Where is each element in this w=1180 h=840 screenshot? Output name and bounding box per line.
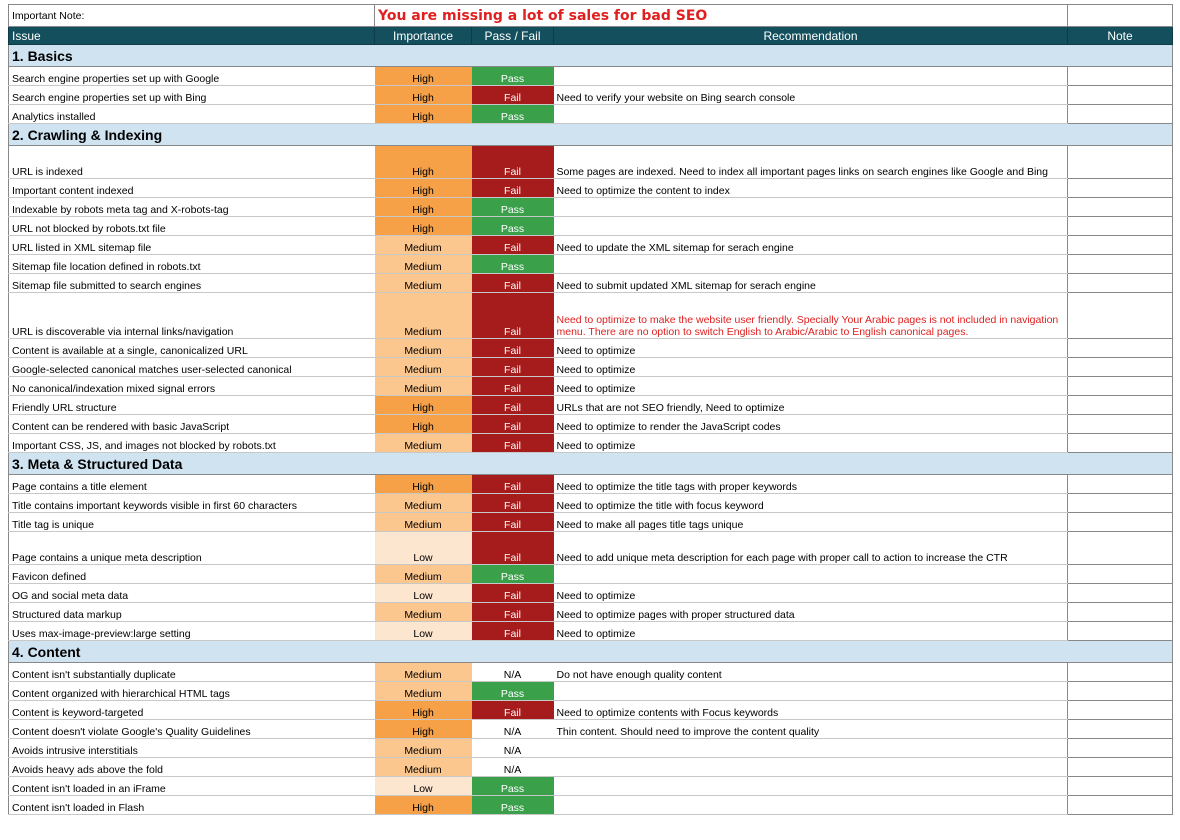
table-row bbox=[9, 701, 1173, 720]
important-note-extra-cell[interactable] bbox=[1068, 5, 1173, 27]
note-cell[interactable] bbox=[1068, 396, 1173, 415]
table-row bbox=[9, 513, 1173, 532]
importance-cell[interactable]: High bbox=[375, 720, 472, 739]
issue-cell[interactable]: Indexable by robots meta tag and X-robots-tag bbox=[9, 198, 375, 217]
importance-cell[interactable]: High bbox=[375, 67, 472, 86]
recommendation-cell[interactable]: Need to optimize bbox=[554, 377, 1068, 396]
pass-fail-cell[interactable]: Pass bbox=[472, 777, 554, 796]
importance-cell[interactable]: Medium bbox=[375, 236, 472, 255]
note-cell[interactable] bbox=[1068, 198, 1173, 217]
note-cell[interactable] bbox=[1068, 86, 1173, 105]
note-cell[interactable] bbox=[1068, 67, 1173, 86]
table-row bbox=[9, 663, 1173, 682]
importance-cell[interactable]: High bbox=[375, 701, 472, 720]
recommendation-cell[interactable] bbox=[554, 739, 1068, 758]
important-note-row bbox=[9, 5, 1173, 27]
note-cell[interactable] bbox=[1068, 513, 1173, 532]
pass-fail-cell[interactable]: Fail bbox=[472, 622, 554, 641]
issue-cell[interactable]: Content organized with hierarchical HTML tags bbox=[9, 682, 375, 701]
importance-cell[interactable]: Medium bbox=[375, 603, 472, 622]
pass-fail-cell[interactable]: Fail bbox=[472, 236, 554, 255]
pass-fail-cell[interactable]: Fail bbox=[472, 179, 554, 198]
recommendation-cell[interactable] bbox=[554, 67, 1068, 86]
importance-cell[interactable]: Medium bbox=[375, 565, 472, 584]
recommendation-cell[interactable]: Need to verify your website on Bing search console bbox=[554, 86, 1068, 105]
issue-cell[interactable]: Search engine properties set up with Bing bbox=[9, 86, 375, 105]
note-cell[interactable] bbox=[1068, 739, 1173, 758]
table-row bbox=[9, 198, 1173, 217]
note-cell[interactable] bbox=[1068, 358, 1173, 377]
issue-cell[interactable]: URL is discoverable via internal links/navigation bbox=[9, 293, 375, 339]
issue-cell[interactable]: Content doesn't violate Google's Quality Guidelines bbox=[9, 720, 375, 739]
table-row bbox=[9, 255, 1173, 274]
note-cell[interactable] bbox=[1068, 603, 1173, 622]
seo-audit-table bbox=[8, 4, 1173, 815]
table-row bbox=[9, 739, 1173, 758]
note-cell[interactable] bbox=[1068, 758, 1173, 777]
important-note-text[interactable]: You are missing a lot of sales for bad SEO bbox=[375, 5, 1068, 27]
header-issue[interactable]: Issue bbox=[9, 27, 375, 45]
pass-fail-cell[interactable]: Pass bbox=[472, 105, 554, 124]
section-header-row bbox=[9, 641, 1173, 663]
header-pass-fail[interactable]: Pass / Fail bbox=[472, 27, 554, 45]
pass-fail-cell[interactable]: Fail bbox=[472, 584, 554, 603]
pass-fail-cell[interactable]: Fail bbox=[472, 532, 554, 565]
table-row bbox=[9, 434, 1173, 453]
table-row bbox=[9, 146, 1173, 179]
note-cell[interactable] bbox=[1068, 622, 1173, 641]
pass-fail-cell[interactable]: Pass bbox=[472, 255, 554, 274]
table-row bbox=[9, 622, 1173, 641]
table-row bbox=[9, 682, 1173, 701]
importance-cell[interactable]: High bbox=[375, 198, 472, 217]
importance-cell[interactable]: Low bbox=[375, 532, 472, 565]
issue-cell[interactable]: Sitemap file submitted to search engines bbox=[9, 274, 375, 293]
importance-cell[interactable]: High bbox=[375, 146, 472, 179]
issue-cell[interactable]: Content can be rendered with basic JavaScript bbox=[9, 415, 375, 434]
recommendation-cell[interactable]: Need to optimize contents with Focus keywords bbox=[554, 701, 1068, 720]
note-cell[interactable] bbox=[1068, 293, 1173, 339]
note-cell[interactable] bbox=[1068, 777, 1173, 796]
pass-fail-cell[interactable]: Fail bbox=[472, 86, 554, 105]
table-row bbox=[9, 358, 1173, 377]
importance-cell[interactable]: Medium bbox=[375, 758, 472, 777]
table-row bbox=[9, 532, 1173, 565]
importance-cell[interactable]: Medium bbox=[375, 274, 472, 293]
importance-cell[interactable]: High bbox=[375, 796, 472, 815]
pass-fail-cell[interactable]: N/A bbox=[472, 663, 554, 682]
recommendation-cell[interactable] bbox=[554, 682, 1068, 701]
issue-cell[interactable]: Analytics installed bbox=[9, 105, 375, 124]
important-note-label[interactable]: Important Note: bbox=[9, 5, 375, 27]
issue-cell[interactable]: Content isn't substantially duplicate bbox=[9, 663, 375, 682]
issue-cell[interactable]: Search engine properties set up with Google bbox=[9, 67, 375, 86]
header-recommendation[interactable]: Recommendation bbox=[554, 27, 1068, 45]
importance-cell[interactable]: Medium bbox=[375, 682, 472, 701]
section-title[interactable]: 1. Basics bbox=[9, 45, 1173, 67]
pass-fail-cell[interactable]: Fail bbox=[472, 434, 554, 453]
section-title[interactable]: 2. Crawling & Indexing bbox=[9, 124, 1173, 146]
recommendation-cell[interactable]: Need to optimize bbox=[554, 622, 1068, 641]
pass-fail-cell[interactable]: Pass bbox=[472, 198, 554, 217]
issue-cell[interactable]: URL listed in XML sitemap file bbox=[9, 236, 375, 255]
importance-cell[interactable]: Medium bbox=[375, 377, 472, 396]
issue-cell[interactable]: Structured data markup bbox=[9, 603, 375, 622]
importance-cell[interactable]: Medium bbox=[375, 739, 472, 758]
recommendation-cell[interactable]: Some pages are indexed. Need to index all important pages links on search engines like Google and Bing bbox=[554, 146, 1068, 179]
issue-cell[interactable]: Content isn't loaded in Flash bbox=[9, 796, 375, 815]
recommendation-cell[interactable]: Need to make all pages title tags unique bbox=[554, 513, 1068, 532]
pass-fail-cell[interactable]: Pass bbox=[472, 565, 554, 584]
note-cell[interactable] bbox=[1068, 255, 1173, 274]
pass-fail-cell[interactable]: Pass bbox=[472, 682, 554, 701]
recommendation-cell[interactable]: Need to optimize bbox=[554, 339, 1068, 358]
table-row bbox=[9, 67, 1173, 86]
issue-cell[interactable]: OG and social meta data bbox=[9, 584, 375, 603]
recommendation-cell[interactable] bbox=[554, 565, 1068, 584]
note-cell[interactable] bbox=[1068, 532, 1173, 565]
pass-fail-cell[interactable]: Pass bbox=[472, 67, 554, 86]
table-row bbox=[9, 396, 1173, 415]
importance-cell[interactable]: Medium bbox=[375, 434, 472, 453]
table-row bbox=[9, 293, 1173, 339]
pass-fail-cell[interactable]: Pass bbox=[472, 796, 554, 815]
recommendation-cell[interactable]: Need to optimize the title tags with proper keywords bbox=[554, 475, 1068, 494]
recommendation-cell[interactable]: Need to update the XML sitemap for serach engine bbox=[554, 236, 1068, 255]
pass-fail-cell[interactable]: Fail bbox=[472, 358, 554, 377]
importance-cell[interactable]: High bbox=[375, 179, 472, 198]
recommendation-cell[interactable]: URLs that are not SEO friendly, Need to optimize bbox=[554, 396, 1068, 415]
note-cell[interactable] bbox=[1068, 701, 1173, 720]
issue-cell[interactable]: Content isn't loaded in an iFrame bbox=[9, 777, 375, 796]
note-cell[interactable] bbox=[1068, 584, 1173, 603]
header-note[interactable]: Note bbox=[1068, 27, 1173, 45]
recommendation-cell[interactable]: Need to optimize the content to index bbox=[554, 179, 1068, 198]
recommendation-cell[interactable]: Thin content. Should need to improve the content quality bbox=[554, 720, 1068, 739]
note-cell[interactable] bbox=[1068, 663, 1173, 682]
recommendation-cell[interactable]: Need to optimize pages with proper structured data bbox=[554, 603, 1068, 622]
note-cell[interactable] bbox=[1068, 796, 1173, 815]
recommendation-cell[interactable] bbox=[554, 217, 1068, 236]
table-row bbox=[9, 236, 1173, 255]
issue-cell[interactable]: URL not blocked by robots.txt file bbox=[9, 217, 375, 236]
recommendation-cell[interactable]: Need to optimize bbox=[554, 584, 1068, 603]
table-row bbox=[9, 217, 1173, 236]
note-cell[interactable] bbox=[1068, 415, 1173, 434]
issue-cell[interactable]: Important CSS, JS, and images not blocked by robots.txt bbox=[9, 434, 375, 453]
recommendation-cell[interactable]: Need to submit updated XML sitemap for serach engine bbox=[554, 274, 1068, 293]
issue-cell[interactable]: Sitemap file location defined in robots.txt bbox=[9, 255, 375, 274]
issue-cell[interactable]: Important content indexed bbox=[9, 179, 375, 198]
importance-cell[interactable]: Medium bbox=[375, 255, 472, 274]
issue-cell[interactable]: Google-selected canonical matches user-selected canonical bbox=[9, 358, 375, 377]
issue-cell[interactable]: URL is indexed bbox=[9, 146, 375, 179]
recommendation-cell[interactable]: Need to optimize the title with focus keyword bbox=[554, 494, 1068, 513]
table-row bbox=[9, 415, 1173, 434]
recommendation-cell[interactable]: Need to add unique meta description for each page with proper call to action to increase the CTR bbox=[554, 532, 1068, 565]
issue-cell[interactable]: Favicon defined bbox=[9, 565, 375, 584]
note-cell[interactable] bbox=[1068, 565, 1173, 584]
importance-cell[interactable]: Low bbox=[375, 777, 472, 796]
importance-cell[interactable]: Medium bbox=[375, 339, 472, 358]
note-cell[interactable] bbox=[1068, 377, 1173, 396]
pass-fail-cell[interactable]: Pass bbox=[472, 217, 554, 236]
table-row bbox=[9, 758, 1173, 777]
importance-cell[interactable]: High bbox=[375, 105, 472, 124]
note-cell[interactable] bbox=[1068, 720, 1173, 739]
recommendation-cell[interactable]: Do not have enough quality content bbox=[554, 663, 1068, 682]
importance-cell[interactable]: Medium bbox=[375, 494, 472, 513]
table-row bbox=[9, 179, 1173, 198]
table-row bbox=[9, 105, 1173, 124]
issue-cell[interactable]: Content is available at a single, canonicalized URL bbox=[9, 339, 375, 358]
importance-cell[interactable]: High bbox=[375, 475, 472, 494]
issue-cell[interactable]: Title contains important keywords visible in first 60 characters bbox=[9, 494, 375, 513]
note-cell[interactable] bbox=[1068, 217, 1173, 236]
recommendation-cell[interactable] bbox=[554, 105, 1068, 124]
table-row bbox=[9, 274, 1173, 293]
importance-cell[interactable]: Medium bbox=[375, 293, 472, 339]
issue-cell[interactable]: Page contains a unique meta description bbox=[9, 532, 375, 565]
note-cell[interactable] bbox=[1068, 274, 1173, 293]
importance-cell[interactable]: High bbox=[375, 415, 472, 434]
importance-cell[interactable]: Low bbox=[375, 622, 472, 641]
importance-cell[interactable]: High bbox=[375, 217, 472, 236]
pass-fail-cell[interactable]: Fail bbox=[472, 396, 554, 415]
seo-audit-sheet bbox=[8, 4, 1172, 815]
table-row bbox=[9, 777, 1173, 796]
table-row bbox=[9, 720, 1173, 739]
importance-cell[interactable]: High bbox=[375, 396, 472, 415]
issue-cell[interactable]: Friendly URL structure bbox=[9, 396, 375, 415]
importance-cell[interactable]: Medium bbox=[375, 513, 472, 532]
recommendation-cell[interactable] bbox=[554, 198, 1068, 217]
pass-fail-cell[interactable]: Fail bbox=[472, 377, 554, 396]
table-row bbox=[9, 796, 1173, 815]
table-row bbox=[9, 475, 1173, 494]
header-importance[interactable]: Importance bbox=[375, 27, 472, 45]
section-title[interactable]: 3. Meta & Structured Data bbox=[9, 453, 1173, 475]
issue-cell[interactable]: Avoids heavy ads above the fold bbox=[9, 758, 375, 777]
pass-fail-cell[interactable]: Fail bbox=[472, 146, 554, 179]
recommendation-cell[interactable] bbox=[554, 777, 1068, 796]
pass-fail-cell[interactable]: Fail bbox=[472, 494, 554, 513]
pass-fail-cell[interactable]: Fail bbox=[472, 475, 554, 494]
recommendation-cell[interactable] bbox=[554, 758, 1068, 777]
pass-fail-cell[interactable]: N/A bbox=[472, 720, 554, 739]
note-cell[interactable] bbox=[1068, 179, 1173, 198]
note-cell[interactable] bbox=[1068, 475, 1173, 494]
note-cell[interactable] bbox=[1068, 146, 1173, 179]
pass-fail-cell[interactable]: N/A bbox=[472, 758, 554, 777]
section-header-row bbox=[9, 45, 1173, 67]
issue-cell[interactable]: Uses max-image-preview:large setting bbox=[9, 622, 375, 641]
note-cell[interactable] bbox=[1068, 494, 1173, 513]
recommendation-cell[interactable]: Need to optimize to make the website user friendly. Specially Your Arabic pages is not included in navigation menu. There are no option to switch English to Arabic/Arabic to English canonical pages. bbox=[554, 293, 1068, 339]
note-cell[interactable] bbox=[1068, 434, 1173, 453]
pass-fail-cell[interactable]: Fail bbox=[472, 274, 554, 293]
table-row bbox=[9, 584, 1173, 603]
note-cell[interactable] bbox=[1068, 236, 1173, 255]
importance-cell[interactable]: Medium bbox=[375, 358, 472, 377]
note-cell[interactable] bbox=[1068, 339, 1173, 358]
importance-cell[interactable]: High bbox=[375, 86, 472, 105]
recommendation-cell[interactable] bbox=[554, 255, 1068, 274]
recommendation-cell[interactable]: Need to optimize to render the JavaScript codes bbox=[554, 415, 1068, 434]
table-row bbox=[9, 377, 1173, 396]
note-cell[interactable] bbox=[1068, 105, 1173, 124]
pass-fail-cell[interactable]: Fail bbox=[472, 603, 554, 622]
note-cell[interactable] bbox=[1068, 682, 1173, 701]
table-row bbox=[9, 565, 1173, 584]
section-header-row bbox=[9, 453, 1173, 475]
table-row bbox=[9, 339, 1173, 358]
issue-cell[interactable]: Avoids intrusive interstitials bbox=[9, 739, 375, 758]
section-header-row bbox=[9, 124, 1173, 146]
pass-fail-cell[interactable]: N/A bbox=[472, 739, 554, 758]
issue-cell[interactable]: Page contains a title element bbox=[9, 475, 375, 494]
issue-cell[interactable]: Content is keyword-targeted bbox=[9, 701, 375, 720]
importance-cell[interactable]: Medium bbox=[375, 663, 472, 682]
table-row bbox=[9, 86, 1173, 105]
pass-fail-cell[interactable]: Fail bbox=[472, 415, 554, 434]
recommendation-cell[interactable] bbox=[554, 796, 1068, 815]
pass-fail-cell[interactable]: Fail bbox=[472, 339, 554, 358]
recommendation-cell[interactable]: Need to optimize bbox=[554, 358, 1068, 377]
recommendation-cell[interactable]: Need to optimize bbox=[554, 434, 1068, 453]
pass-fail-cell[interactable]: Fail bbox=[472, 293, 554, 339]
pass-fail-cell[interactable]: Fail bbox=[472, 701, 554, 720]
issue-cell[interactable]: No canonical/indexation mixed signal errors bbox=[9, 377, 375, 396]
importance-cell[interactable]: Low bbox=[375, 584, 472, 603]
table-header-row bbox=[9, 27, 1173, 45]
table-row bbox=[9, 494, 1173, 513]
issue-cell[interactable]: Title tag is unique bbox=[9, 513, 375, 532]
pass-fail-cell[interactable]: Fail bbox=[472, 513, 554, 532]
section-title[interactable]: 4. Content bbox=[9, 641, 1173, 663]
table-row bbox=[9, 603, 1173, 622]
